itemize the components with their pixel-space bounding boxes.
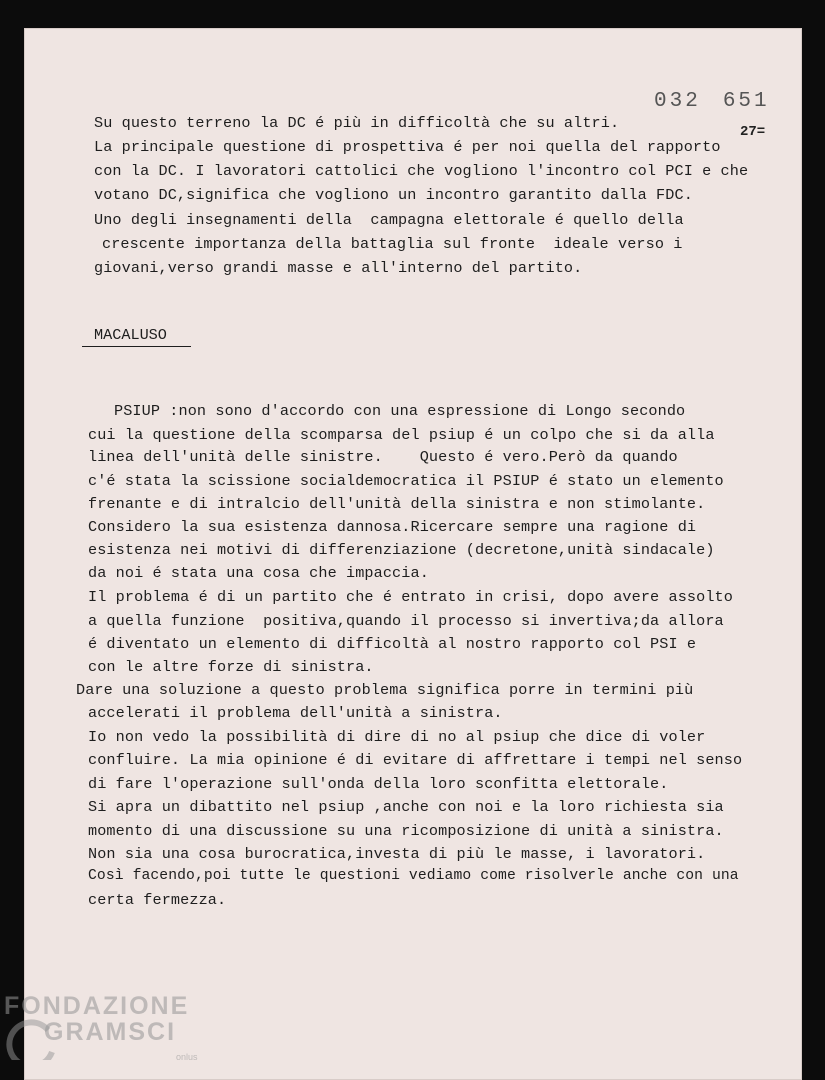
intro-line: Su questo terreno la DC é più in difficoltà che su altri. <box>94 114 620 132</box>
body-line: c'é stata la scissione socialdemocratica il PSIUP é stato un elemento <box>88 472 724 490</box>
body-line: Considero la sua esistenza dannosa.Ricercare sempre una ragione di <box>88 518 697 536</box>
body-line: linea dell'unità delle sinistre. Questo é vero.Però da quando <box>88 448 678 466</box>
intro-line: votano DC,significa che vogliono un incontro garantito dalla FDC. <box>94 186 693 204</box>
archive-number-b: 651 <box>722 90 770 113</box>
watermark-line-1: FONDAZIONE <box>4 992 190 1020</box>
intro-line: La principale questione di prospettiva é per noi quella del rapporto <box>94 138 721 156</box>
body-line: di fare l'operazione sull'onda della loro sconfitta elettorale. <box>88 775 669 793</box>
body-line: PSIUP :non sono d'accordo con una espressione di Longo secondo <box>114 402 686 420</box>
body-line: frenante e di intralcio dell'unità della sinistra e non stimolante. <box>88 495 706 513</box>
body-line: a quella funzione positiva,quando il processo si invertiva;da allora <box>88 612 724 630</box>
body-line: accelerati il problema dell'unità a sinistra. <box>88 704 503 722</box>
body-line: cui la questione della scomparsa del psiup é un colpo che si da alla <box>88 426 715 444</box>
body-line: é diventato un elemento di difficoltà al nostro rapporto col PSI e <box>88 635 697 653</box>
body-line: Così facendo,poi tutte le questioni vediamo come risolverle anche con una <box>88 868 739 884</box>
watermark-line-3: onlus <box>176 1052 198 1062</box>
body-line: momento di una discussione su una ricomposizione di unità a sinistra. <box>88 822 724 840</box>
body-line: certa fermezza. <box>88 891 227 909</box>
body-line: confluire. La mia opinione é di evitare di affrettare i tempi nel senso <box>88 751 743 769</box>
intro-line: giovani,verso grandi masse e all'interno del partito. <box>94 259 583 277</box>
body-line: Si apra un dibattito nel psiup ,anche con noi e la loro richiesta sia <box>88 798 724 816</box>
intro-line: crescente importanza della battaglia sul fronte ideale verso i <box>102 235 683 253</box>
archive-number <box>654 90 792 113</box>
watermark-line-2: GRAMSCI <box>44 1018 177 1046</box>
body-line: con le altre forze di sinistra. <box>88 658 374 676</box>
document-page <box>24 28 802 1080</box>
intro-line: con la DC. I lavoratori cattolici che vogliono l'incontro col PCI e che <box>94 162 749 180</box>
body-line: Dare una soluzione a questo problema significa porre in termini più <box>76 681 694 699</box>
page-number: 27= <box>740 124 766 140</box>
intro-line: Uno degli insegnamenti della campagna elettorale é quello della <box>94 211 684 229</box>
section-heading: MACALUSO <box>82 326 191 347</box>
fondazione-gramsci-watermark <box>0 990 215 1075</box>
body-line: Non sia una cosa burocratica,investa di più le masse, i lavoratori. <box>88 845 706 863</box>
body-line: esistenza nei motivi di differenziazione (decretone,unità sindacale) <box>88 541 715 559</box>
body-line: Io non vedo la possibilità di dire di no al psiup che dice di voler <box>88 728 706 746</box>
body-line: Il problema é di un partito che é entrato in crisi, dopo avere assolto <box>88 588 733 606</box>
archive-number-a: 032 <box>654 90 701 113</box>
body-line: da noi é stata una cosa che impaccia. <box>88 564 429 582</box>
